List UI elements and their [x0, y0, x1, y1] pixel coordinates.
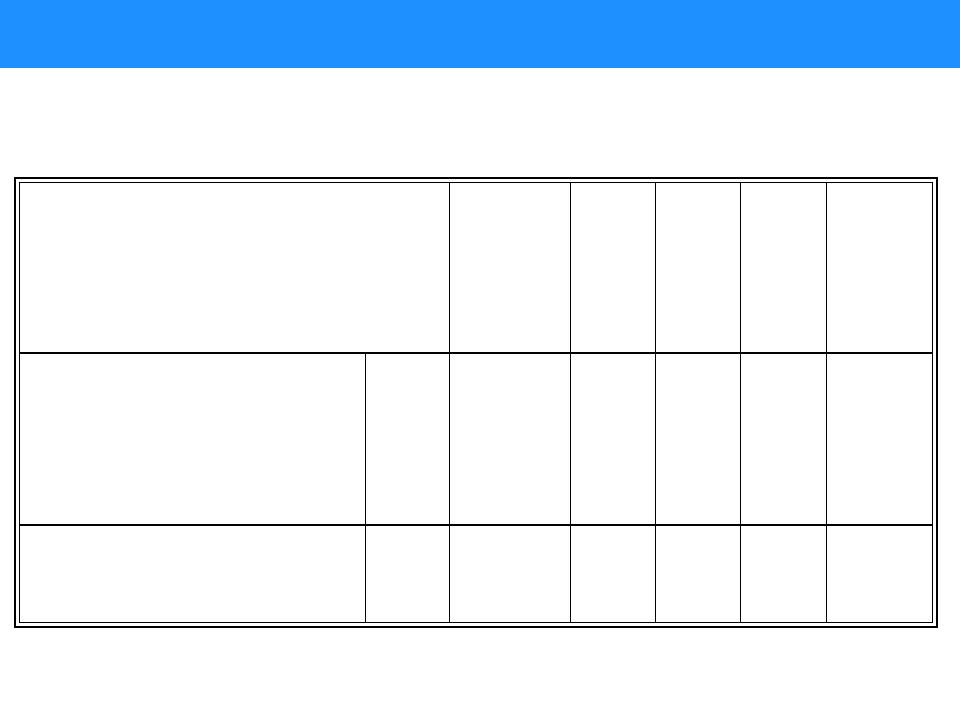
value-cell	[741, 354, 826, 525]
header-material-2	[656, 183, 741, 354]
header-material-4	[827, 183, 933, 354]
table-frame	[14, 177, 938, 628]
value-cell	[571, 526, 656, 623]
header-material-3	[741, 183, 826, 354]
property-cell	[20, 354, 366, 525]
header-material-1	[571, 183, 656, 354]
value-cell	[656, 526, 741, 623]
table-row-impact	[20, 354, 933, 525]
properties-table	[19, 182, 933, 623]
header-units	[450, 183, 570, 354]
table-row-thermo	[20, 526, 933, 623]
unit-cell	[450, 354, 570, 525]
title-bar	[0, 0, 960, 68]
value-cell	[827, 354, 933, 525]
unit-cell	[450, 526, 570, 623]
temperature-cell-empty	[366, 354, 450, 525]
value-cell	[741, 526, 826, 623]
value-cell	[656, 354, 741, 525]
header-row	[20, 183, 933, 354]
value-cell	[827, 526, 933, 623]
property-cell	[20, 526, 366, 623]
value-cell	[571, 354, 656, 525]
header-property	[20, 183, 450, 354]
temperature-cell-empty	[366, 526, 450, 623]
